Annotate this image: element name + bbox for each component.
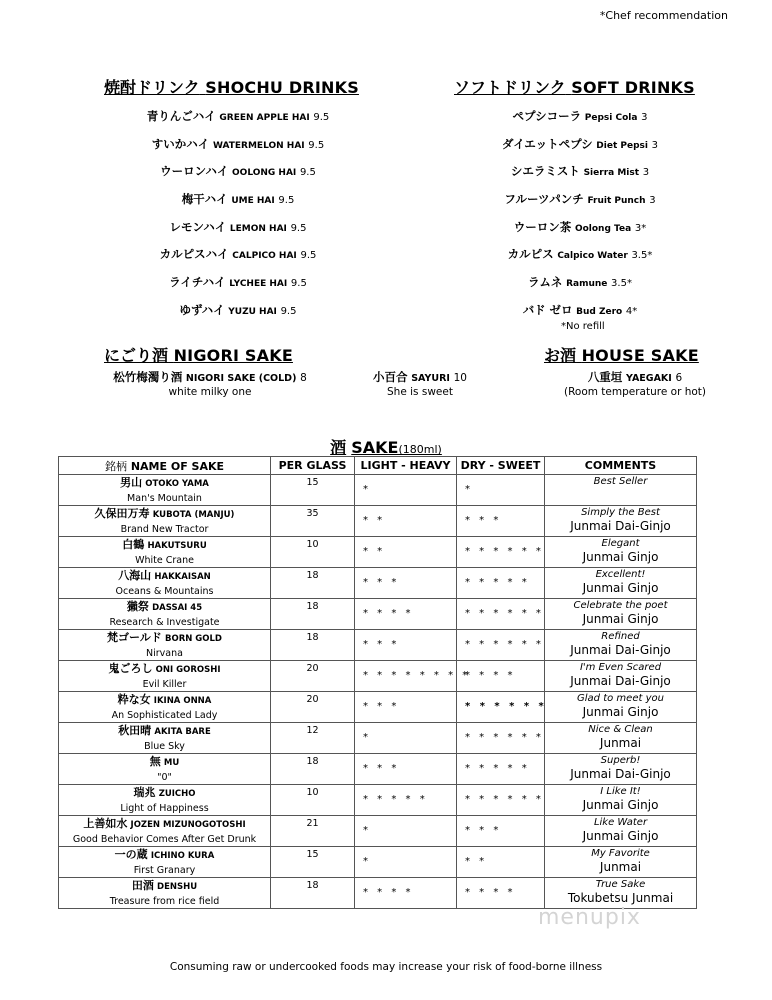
shochu-drinks-title — [104, 75, 359, 98]
sake-name-cell — [59, 568, 271, 599]
sake-type: Junmai Dai-Ginjo — [570, 519, 671, 533]
drink-name-jp: カルピスハイ — [159, 247, 229, 262]
sake-translation: Man's Mountain — [127, 493, 202, 504]
drink-name-en: Oolong Tea — [574, 223, 632, 234]
comment-cell — [545, 723, 697, 754]
sake-name-en: JOZEN MIZUNOGOTOSHI — [130, 820, 246, 830]
soft-title-en: SOFT DRINKS — [571, 78, 695, 97]
drink-name-en: Bud Zero — [576, 306, 623, 317]
dry-sweet-rating: * * * * * * — [457, 630, 545, 661]
sake-translation: Nirvana — [146, 648, 183, 659]
drink-price: 9.5 — [290, 278, 307, 290]
light-heavy-rating: * * * — [355, 630, 457, 661]
light-heavy-rating: * — [355, 816, 457, 847]
sake-name-cell — [59, 847, 271, 878]
soft-title-jp: ソフトドリンク — [454, 78, 566, 97]
drink-name-en: OOLONG HAI — [232, 168, 297, 179]
shochu-title-jp: 焼酎ドリンク — [104, 78, 200, 97]
sake-type: Junmai Ginjo — [582, 829, 659, 843]
nigori-en: YAEGAKI — [625, 373, 672, 384]
sake-size: (180ml) — [398, 443, 442, 456]
table-row — [59, 847, 697, 878]
sake-name-cell — [59, 878, 271, 909]
sake-name-jp: 秋田晴 — [118, 724, 152, 737]
dry-sweet-rating: * — [457, 475, 545, 506]
sake-name-en: OTOKO YAMA — [145, 479, 209, 489]
drink-name-jp: ペプシコーラ — [512, 109, 582, 123]
sake-name-en: IKINA ONNA — [153, 696, 212, 706]
table-row — [59, 723, 697, 754]
table-row — [59, 692, 697, 723]
drink-price: 3 — [649, 195, 656, 207]
per-glass-price: 20 — [271, 661, 355, 692]
per-glass-price: 18 — [271, 754, 355, 785]
drink-item — [118, 103, 358, 131]
drink-name-en: Diet Pepsi — [596, 140, 648, 151]
per-glass-price: 35 — [271, 506, 355, 537]
comment-cell — [545, 506, 697, 537]
sake-name-cell — [59, 816, 271, 847]
sake-title-jp: 酒 — [330, 438, 347, 457]
drink-name-jp: すいかハイ — [151, 136, 210, 151]
sake-name-jp: 無 — [149, 755, 161, 768]
sake-name-en: ICHINO KURA — [150, 851, 215, 861]
sake-name-en: MU — [163, 758, 180, 768]
drink-item — [118, 297, 358, 325]
drink-name-jp: レモンハイ — [169, 219, 227, 234]
comment-cell — [545, 475, 697, 506]
per-glass-price: 12 — [271, 723, 355, 754]
sake-type: Junmai Ginjo — [582, 612, 659, 626]
drink-name-en: Pepsi Cola — [584, 113, 638, 123]
sake-name-cell — [59, 599, 271, 630]
drink-item — [470, 241, 690, 269]
sake-name-jp: 男山 — [120, 476, 143, 489]
comment-cell — [545, 661, 697, 692]
comment-cell — [545, 630, 697, 661]
sake-name-jp: 鬼ごろし — [108, 662, 153, 675]
sake-comment: My Favorite — [591, 848, 650, 859]
per-glass-price: 18 — [271, 878, 355, 909]
sake-table-header — [59, 457, 697, 475]
sake-translation: "0" — [157, 772, 172, 783]
comment-cell — [545, 847, 697, 878]
dry-sweet-rating: * * * * — [457, 661, 545, 692]
per-glass-price: 10 — [271, 785, 355, 816]
drink-price: 9.5 — [280, 305, 297, 317]
drink-name-en: GREEN APPLE HAI — [219, 113, 310, 123]
house-sake-title — [544, 343, 699, 366]
food-safety-footer: Consuming raw or undercooked foods may increase your risk of food-borne illness — [169, 961, 603, 973]
drink-name-jp: ゆずハイ — [179, 302, 225, 317]
sake-name-cell — [59, 692, 271, 723]
sake-name-cell — [59, 754, 271, 785]
sake-name-en: ONI GOROSHI — [155, 665, 221, 675]
sake-name-cell — [59, 661, 271, 692]
drink-name-en: Calpico Water — [557, 251, 628, 262]
sake-name-jp: 八海山 — [118, 569, 152, 582]
per-glass-price: 15 — [271, 475, 355, 506]
sake-type: Junmai Dai-Ginjo — [570, 643, 671, 657]
sake-comment: Celebrate the poet — [573, 600, 668, 611]
nigori-en: NIGORI SAKE (COLD) — [185, 373, 297, 384]
dry-sweet-rating: * * * * — [457, 878, 545, 909]
per-glass-price: 18 — [271, 599, 355, 630]
light-heavy-rating: * — [355, 847, 457, 878]
drink-item — [118, 158, 358, 186]
header-name-jp: 銘柄 — [104, 459, 127, 473]
nigori-desc: She is sweet — [387, 386, 453, 398]
sake-name-cell — [59, 785, 271, 816]
sake-name-cell — [59, 537, 271, 568]
sake-name-jp: 粋な女 — [117, 693, 151, 706]
comment-cell — [545, 692, 697, 723]
drink-item — [118, 186, 358, 214]
nigori-item — [540, 370, 730, 399]
sake-name-jp: 瑞兆 — [133, 786, 156, 799]
nigori-desc: (Room temperature or hot) — [563, 386, 707, 398]
sake-comment: Best Seller — [593, 476, 648, 487]
drink-name-jp: 青りんごハイ — [146, 109, 216, 123]
sake-comment: Superb! — [600, 755, 641, 766]
drink-price: 9.5 — [299, 167, 316, 179]
drink-price: 9.5 — [300, 250, 317, 262]
soft-drink-list — [470, 103, 690, 325]
comment-cell — [545, 878, 697, 909]
table-row — [59, 537, 697, 568]
per-glass-price: 21 — [271, 816, 355, 847]
sake-name — [59, 754, 270, 771]
drink-item — [470, 186, 690, 214]
sake-name-cell — [59, 475, 271, 506]
sake-name-en: AKITA BARE — [154, 727, 211, 737]
drink-price: 3* — [634, 222, 647, 234]
nigori-price: 10 — [453, 372, 467, 384]
table-row — [59, 599, 697, 630]
sake-translation: Blue Sky — [144, 741, 185, 752]
light-heavy-rating: * * * — [355, 692, 457, 723]
house-title-jp: お酒 — [544, 346, 577, 365]
dry-sweet-rating: * * * * * * — [457, 599, 545, 630]
sake-name-en: DASSAI 45 — [152, 603, 203, 613]
drink-name-jp: ウーロンハイ — [160, 164, 229, 179]
table-row — [59, 661, 697, 692]
per-glass-price: 18 — [271, 630, 355, 661]
sake-translation: White Crane — [135, 555, 194, 566]
drink-price: 3.5* — [631, 250, 653, 262]
drink-name-en: CALPICO HAI — [232, 251, 297, 262]
sake-title-en: SAKE — [351, 438, 399, 457]
sake-translation: Research & Investigate — [109, 617, 220, 628]
sake-translation: First Granary — [133, 865, 196, 876]
sake-name — [59, 785, 270, 802]
drink-item — [118, 131, 358, 159]
dry-sweet-rating: * * * — [457, 816, 545, 847]
drink-item — [470, 214, 690, 242]
sake-name-cell — [59, 630, 271, 661]
nigori-title-en: NIGORI SAKE — [173, 346, 293, 365]
drink-name-jp: フルーツパンチ — [504, 192, 584, 207]
sake-comment: True Sake — [595, 879, 646, 890]
sake-name-cell — [59, 506, 271, 537]
header-dry-sweet: DRY - SWEET — [457, 457, 545, 475]
light-heavy-rating: * * * * * — [355, 785, 457, 816]
sake-table — [58, 456, 697, 909]
drink-name-en: LYCHEE HAI — [229, 279, 288, 290]
drink-item — [470, 269, 690, 297]
sake-name-en: HAKKAISAN — [154, 572, 211, 582]
drink-price: 9.5 — [278, 195, 295, 207]
sake-name — [59, 661, 270, 678]
light-heavy-rating: * * * * — [355, 878, 457, 909]
sake-name-jp: 上善如水 — [83, 817, 128, 830]
table-row — [59, 878, 697, 909]
nigori-jp: 八重垣 — [587, 370, 623, 384]
dry-sweet-rating: * * * * * — [457, 754, 545, 785]
drink-name-jp: ライチハイ — [169, 275, 226, 290]
nigori-price: 8 — [300, 372, 307, 384]
sake-type: Junmai Ginjo — [582, 798, 659, 812]
dry-sweet-rating: * * * * * * — [457, 723, 545, 754]
nigori-jp: 松竹梅濁り酒 — [113, 370, 183, 384]
sake-comment: I'm Even Scared — [579, 662, 662, 673]
sake-name-en: HAKUTSURU — [147, 541, 207, 551]
sake-name — [59, 537, 270, 554]
menupix-watermark: menupix — [538, 905, 641, 930]
soft-drinks-title — [454, 75, 695, 98]
sake-name — [59, 847, 270, 864]
table-row — [59, 475, 697, 506]
sake-name — [59, 630, 270, 647]
sake-comment: Glad to meet you — [577, 693, 664, 704]
sake-comment: Like Water — [593, 817, 648, 828]
per-glass-price: 15 — [271, 847, 355, 878]
sake-comment: Simply the Best — [581, 507, 660, 518]
table-row — [59, 630, 697, 661]
comment-cell — [545, 537, 697, 568]
dry-sweet-rating: * * * * * * — [457, 692, 545, 723]
comment-cell — [545, 754, 697, 785]
drink-name-jp: カルピス — [507, 247, 554, 262]
drink-price: 3.5* — [611, 278, 632, 290]
sake-translation: An Sophisticated Lady — [111, 710, 218, 721]
drink-name-jp: 梅干ハイ — [181, 192, 228, 207]
comment-cell — [545, 785, 697, 816]
drink-name-en: LEMON HAI — [229, 223, 287, 234]
light-heavy-rating: * — [355, 475, 457, 506]
drink-name-en: Sierra Mist — [583, 168, 640, 179]
table-row — [59, 506, 697, 537]
drink-price: 3 — [642, 167, 650, 179]
sake-type: Junmai Ginjo — [582, 581, 659, 595]
sake-comment: Nice & Clean — [588, 724, 653, 735]
light-heavy-rating: * * * * * * * * — [355, 661, 457, 692]
sake-name — [59, 816, 270, 833]
sake-translation: Good Behavior Comes After Get Drunk — [72, 834, 257, 845]
sake-name — [59, 878, 270, 895]
nigori-item — [340, 370, 500, 399]
drink-price: 9.5 — [313, 112, 330, 123]
sake-name — [59, 568, 270, 585]
header-name-en: NAME OF SAKE — [130, 459, 225, 473]
drink-item — [470, 158, 690, 186]
sake-name-jp: 梵ゴールド — [107, 631, 162, 644]
table-row — [59, 568, 697, 599]
sake-name-jp: 一の蔵 — [114, 848, 148, 861]
sake-name — [59, 692, 270, 709]
header-comments: COMMENTS — [545, 457, 697, 475]
sake-name-jp: 獺祭 — [126, 600, 149, 613]
shochu-drink-list — [118, 103, 358, 325]
per-glass-price: 10 — [271, 537, 355, 568]
header-name — [59, 457, 271, 475]
per-glass-price: 20 — [271, 692, 355, 723]
sake-type: Junmai Dai-Ginjo — [570, 767, 671, 781]
sake-comment: I Like It! — [600, 786, 641, 797]
drink-price: 3 — [641, 112, 648, 123]
sake-name — [59, 475, 270, 492]
dry-sweet-rating: * * * * * * — [457, 537, 545, 568]
drink-name-jp: ラムネ — [528, 275, 563, 290]
sake-name-en: DENSHU — [157, 882, 198, 892]
drink-name-jp: ウーロン茶 — [513, 219, 572, 234]
drink-item — [118, 214, 358, 242]
sake-name-cell — [59, 723, 271, 754]
sake-name — [59, 723, 270, 740]
drink-item — [118, 269, 358, 297]
nigori-sake-title — [104, 343, 293, 366]
drink-price: 9.5 — [308, 139, 325, 151]
nigori-item — [90, 370, 330, 399]
nigori-desc: white milky one — [168, 386, 252, 398]
dry-sweet-rating: * * * * * * — [457, 785, 545, 816]
drink-name-en: UME HAI — [231, 196, 275, 207]
sake-name — [59, 599, 270, 616]
dry-sweet-rating: * * — [457, 847, 545, 878]
sake-type: Junmai Ginjo — [582, 550, 659, 564]
drink-name-en: Fruit Punch — [587, 196, 646, 207]
sake-type: Junmai Dai-Ginjo — [570, 674, 671, 688]
shochu-title-en: SHOCHU DRINKS — [205, 78, 359, 97]
drink-name-jp: バド ゼロ — [522, 302, 573, 317]
drink-name-en: Ramune — [566, 279, 608, 290]
light-heavy-rating: * * — [355, 537, 457, 568]
drink-item — [470, 131, 690, 159]
drink-price: 3 — [651, 139, 658, 151]
sake-translation: Treasure from rice field — [109, 896, 220, 907]
comment-cell — [545, 568, 697, 599]
sake-name-en: ZUICHO — [158, 789, 196, 799]
sake-comment: Elegant — [601, 538, 640, 549]
drink-name-jp: シエラミスト — [510, 164, 580, 179]
light-heavy-rating: * * * * — [355, 599, 457, 630]
drink-item — [470, 103, 690, 131]
dry-sweet-rating: * * * — [457, 506, 545, 537]
no-refill-note: *No refill — [561, 321, 605, 332]
sake-type: Tokubetsu Junmai — [567, 891, 674, 905]
table-row — [59, 785, 697, 816]
sake-translation: Oceans & Mountains — [115, 586, 214, 597]
light-heavy-rating: * — [355, 723, 457, 754]
table-row — [59, 816, 697, 847]
sake-name-jp: 白鶴 — [122, 538, 145, 551]
chef-recommendation-note: *Chef recommendation — [599, 9, 728, 22]
sake-name-en: BORN GOLD — [164, 634, 222, 644]
sake-type: Junmai Ginjo — [582, 705, 659, 719]
nigori-en: SAYURI — [411, 373, 450, 384]
drink-name-en: YUZU HAI — [228, 306, 277, 317]
drink-item — [118, 241, 358, 269]
dry-sweet-rating: * * * * * — [457, 568, 545, 599]
house-title-en: HOUSE SAKE — [581, 346, 699, 365]
light-heavy-rating: * * — [355, 506, 457, 537]
sake-name — [59, 506, 270, 523]
sake-section-title — [0, 435, 772, 458]
sake-comment: Excellent! — [595, 569, 646, 580]
sake-translation: Evil Killer — [142, 679, 187, 690]
light-heavy-rating: * * * — [355, 754, 457, 785]
sake-name-jp: 久保田万寿 — [94, 507, 150, 520]
per-glass-price: 18 — [271, 568, 355, 599]
sake-translation: Light of Happiness — [120, 803, 209, 814]
sake-name-jp: 田酒 — [131, 879, 154, 892]
nigori-title-jp: にごり酒 — [104, 346, 169, 365]
drink-price: 9.5 — [290, 222, 307, 234]
header-light-heavy: LIGHT - HEAVY — [355, 457, 457, 475]
sake-name-en: KUBOTA (MANJU) — [152, 510, 235, 520]
sake-type: Junmai — [599, 860, 642, 874]
comment-cell — [545, 816, 697, 847]
table-row — [59, 754, 697, 785]
drink-name-en: WATERMELON HAI — [212, 140, 305, 151]
nigori-price: 6 — [675, 372, 683, 384]
drink-price: 4* — [625, 305, 638, 317]
sake-comment: Refined — [601, 631, 640, 642]
light-heavy-rating: * * * — [355, 568, 457, 599]
comment-cell — [545, 599, 697, 630]
drink-name-jp: ダイエットペプシ — [502, 136, 593, 151]
nigori-jp: 小百合 — [373, 370, 408, 384]
sake-type: Junmai — [599, 736, 642, 750]
sake-translation: Brand New Tractor — [120, 524, 209, 535]
header-per-glass: PER GLASS — [271, 457, 355, 475]
